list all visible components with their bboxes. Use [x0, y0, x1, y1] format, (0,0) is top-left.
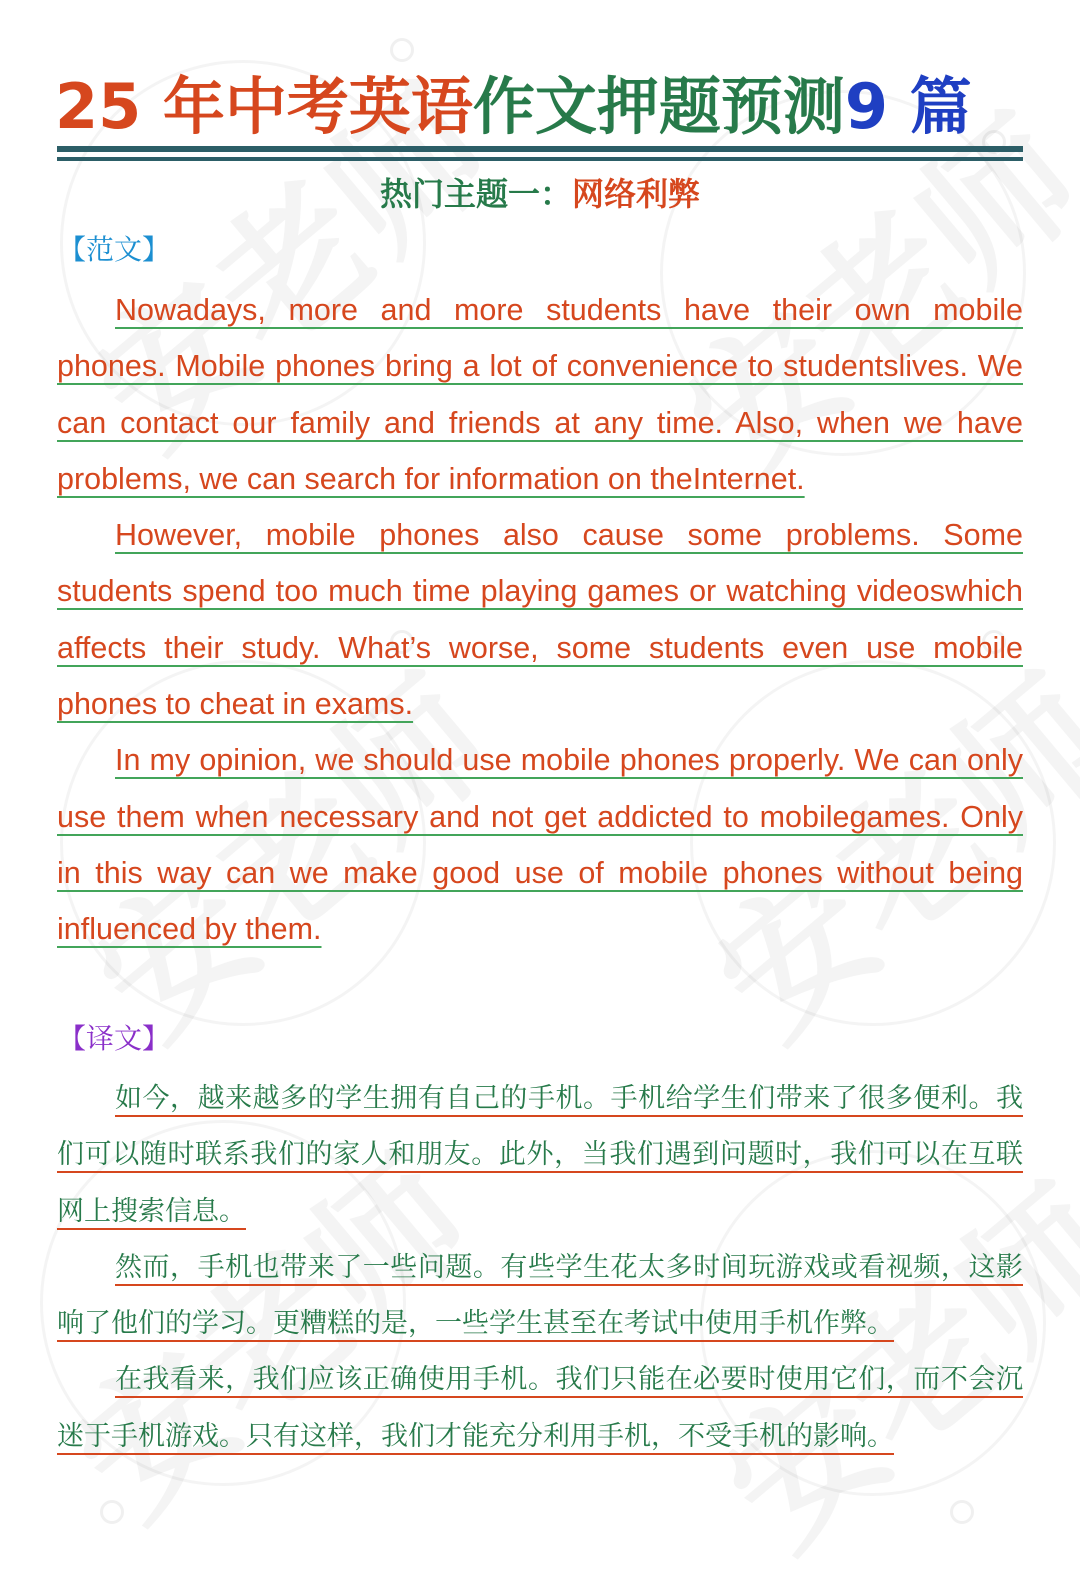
translation-paragraph-text: 如今，越来越多的学生拥有自己的手机。手机给学生们带来了很多便利。我们可以随时联系我们的家人和朋友。此外，当我们遇到问题时，我们可以在互联网上搜索信息。 — [57, 1083, 1023, 1227]
subtitle-topic: 网络利弊 — [572, 175, 701, 213]
watermark-dot — [100, 1500, 124, 1524]
title-part-year: 25 年中考英语 — [55, 70, 473, 143]
essay-paragraph — [57, 507, 1023, 732]
title-divider-thin — [57, 157, 1023, 161]
translation-body — [57, 1071, 1023, 1465]
essay-body — [57, 282, 1023, 958]
title-part-count: 9 篇 — [844, 70, 972, 143]
subtitle-prefix: 热门主题一： — [379, 175, 572, 213]
essay-paragraph-text: However, mobile phones also cause some problems. Some students spend too much time playing games or watching videoswhich affects their study. What’s worse, some students even use mobile phones to cheat in exams. — [57, 518, 1023, 722]
translation-label: 【译文】 — [58, 1022, 171, 1055]
watermark-dot — [390, 38, 414, 62]
title-part-topic: 作文押题预测 — [472, 70, 845, 143]
watermark-dot — [950, 1500, 974, 1524]
translation-paragraph — [57, 1240, 1023, 1353]
essay-label: 【范文】 — [58, 233, 171, 266]
essay-paragraph — [57, 732, 1023, 957]
translation-paragraph-text: 然而，手机也带来了一些问题。有些学生花太多时间玩游戏或看视频，这影响了他们的学习。更糟糕的是，一些学生甚至在考试中使用手机作弊。 — [57, 1251, 1023, 1340]
essay-paragraph — [57, 282, 1023, 507]
title-divider-thick — [57, 146, 1023, 152]
essay-paragraph-text: Nowadays, more and more students have their own mobile phones. Mobile phones bring a lot of convenience to studentslives. We can contact our family and friends at any time. Also, when we have problems, we can search for information on theInternet. — [57, 293, 1023, 496]
translation-paragraph — [57, 1071, 1023, 1240]
essay-paragraph-text: In my opinion, we should use mobile phones properly. We can only use them when necessary and not get addicted to mobilegames. Only in this way can we make good use of mobile phones without being influenced by them. — [57, 743, 1023, 947]
subtitle — [0, 172, 1080, 216]
page-title — [55, 62, 1030, 152]
translation-paragraph — [57, 1352, 1023, 1465]
translation-paragraph-text: 在我看来，我们应该正确使用手机。我们只能在必要时使用它们，而不会沉迷于手机游戏。只有这样，我们才能充分利用手机，不受手机的影响。 — [57, 1364, 1023, 1452]
